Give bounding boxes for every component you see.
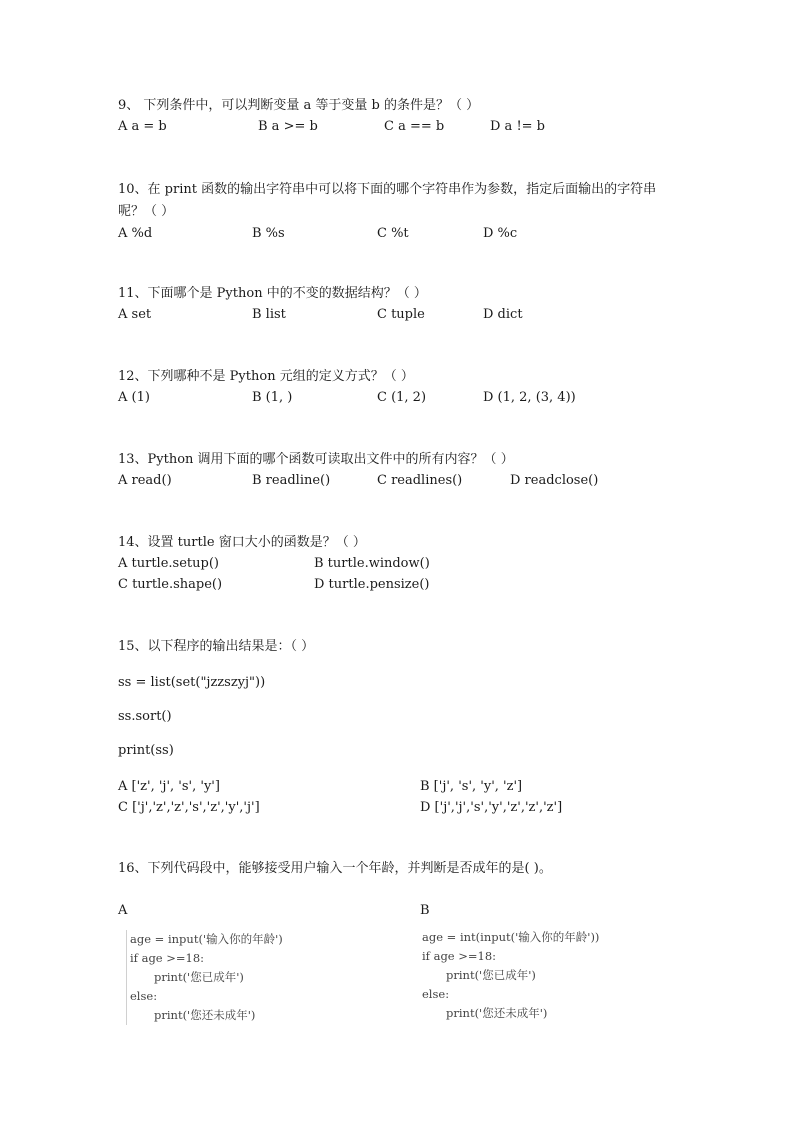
option-d: D %c <box>483 226 518 241</box>
question-14 <box>118 533 430 595</box>
option-a: A (1) <box>118 390 150 405</box>
code-line: else: <box>130 989 158 1003</box>
option-a: A a = b <box>118 119 167 134</box>
question-stem: 14、设置 turtle 窗口大小的函数是？（ ） <box>118 535 366 550</box>
code-line: print('您已成年') <box>446 968 536 982</box>
option-d: D dict <box>483 307 523 322</box>
options-row <box>118 553 430 574</box>
options-row <box>118 470 599 491</box>
option-c: C ['j','z','z','s','z','y','j'] <box>118 800 260 815</box>
option-b: B (1, ) <box>252 390 293 405</box>
option-b: B turtle.window() <box>314 556 430 571</box>
options-row <box>118 116 546 137</box>
code-line: age = int(input('输入你的年龄')) <box>422 930 600 944</box>
option-b: B list <box>252 307 286 322</box>
question-stem: 12、下列哪种不是 Python 元组的定义方式？（ ） <box>118 369 414 384</box>
question-12 <box>118 367 576 408</box>
question-16 <box>118 859 552 879</box>
question-15 <box>118 637 314 657</box>
option-c: C tuple <box>377 307 425 322</box>
question-stem: 9、 下列条件中，可以判断变量 a 等于变量 b 的条件是？（ ） <box>118 98 480 113</box>
option-a: A read() <box>118 473 172 488</box>
code-block-b <box>418 928 599 1023</box>
option-a: A %d <box>118 226 153 241</box>
option-b: B a >= b <box>258 119 318 134</box>
option-d: D turtle.pensize() <box>314 577 430 592</box>
question-11 <box>118 284 523 325</box>
code-line-1: ss = list(set("jzzszyj")) <box>118 675 266 690</box>
question-13 <box>118 450 599 491</box>
question-9 <box>118 96 546 137</box>
options-row <box>118 387 576 408</box>
code-line: if age >=18: <box>130 951 205 965</box>
code-line: else: <box>422 987 450 1001</box>
option-b-label: B <box>420 903 430 918</box>
code-line: age = input('输入你的年龄') <box>130 932 283 946</box>
question-stem: 13、Python 调用下面的哪个函数可读取出文件中的所有内容？（ ） <box>118 452 514 467</box>
option-c: C readlines() <box>377 473 463 488</box>
code-line: print('您已成年') <box>154 970 244 984</box>
option-b: B %s <box>252 226 285 241</box>
code-block-border <box>126 930 127 1025</box>
option-c: C %t <box>377 226 409 241</box>
question-10 <box>118 179 678 244</box>
code-block-a <box>126 930 283 1025</box>
option-c: C turtle.shape() <box>118 577 223 592</box>
question-stem: 16、下列代码段中，能够接受用户输入一个年龄，并判断是否成年的是( )。 <box>118 861 552 876</box>
option-a-label: A <box>118 903 128 918</box>
option-c: C a == b <box>384 119 445 134</box>
option-a: A ['z', 'j', 's', 'y'] <box>118 779 220 794</box>
option-b: B ['j', 's', 'y', 'z'] <box>420 779 523 794</box>
option-d: D (1, 2, (3, 4)) <box>483 390 576 405</box>
code-line: print('您还未成年') <box>446 1006 548 1020</box>
options-row <box>118 223 678 244</box>
option-a: A turtle.setup() <box>118 556 219 571</box>
option-a: A set <box>118 307 152 322</box>
code-line: if age >=18: <box>422 949 497 963</box>
options-row <box>118 574 430 595</box>
question-stem: 10、在 print 函数的输出字符串中可以将下面的哪个字符串作为参数，指定后面输出的字符串呢？（ ） <box>118 182 657 219</box>
option-d: D a != b <box>490 119 546 134</box>
code-line-2: ss.sort() <box>118 709 172 724</box>
option-d: D ['j','j','s','y','z','z','z'] <box>420 800 563 815</box>
question-stem: 11、下面哪个是 Python 中的不变的数据结构？（ ） <box>118 286 427 301</box>
code-line-3: print(ss) <box>118 743 174 758</box>
option-b: B readline() <box>252 473 331 488</box>
option-d: D readclose() <box>510 473 599 488</box>
option-c: C (1, 2) <box>377 390 427 405</box>
options-row <box>118 304 523 325</box>
code-line: print('您还未成年') <box>154 1008 256 1022</box>
question-stem: 15、以下程序的输出结果是：（ ） <box>118 639 315 654</box>
